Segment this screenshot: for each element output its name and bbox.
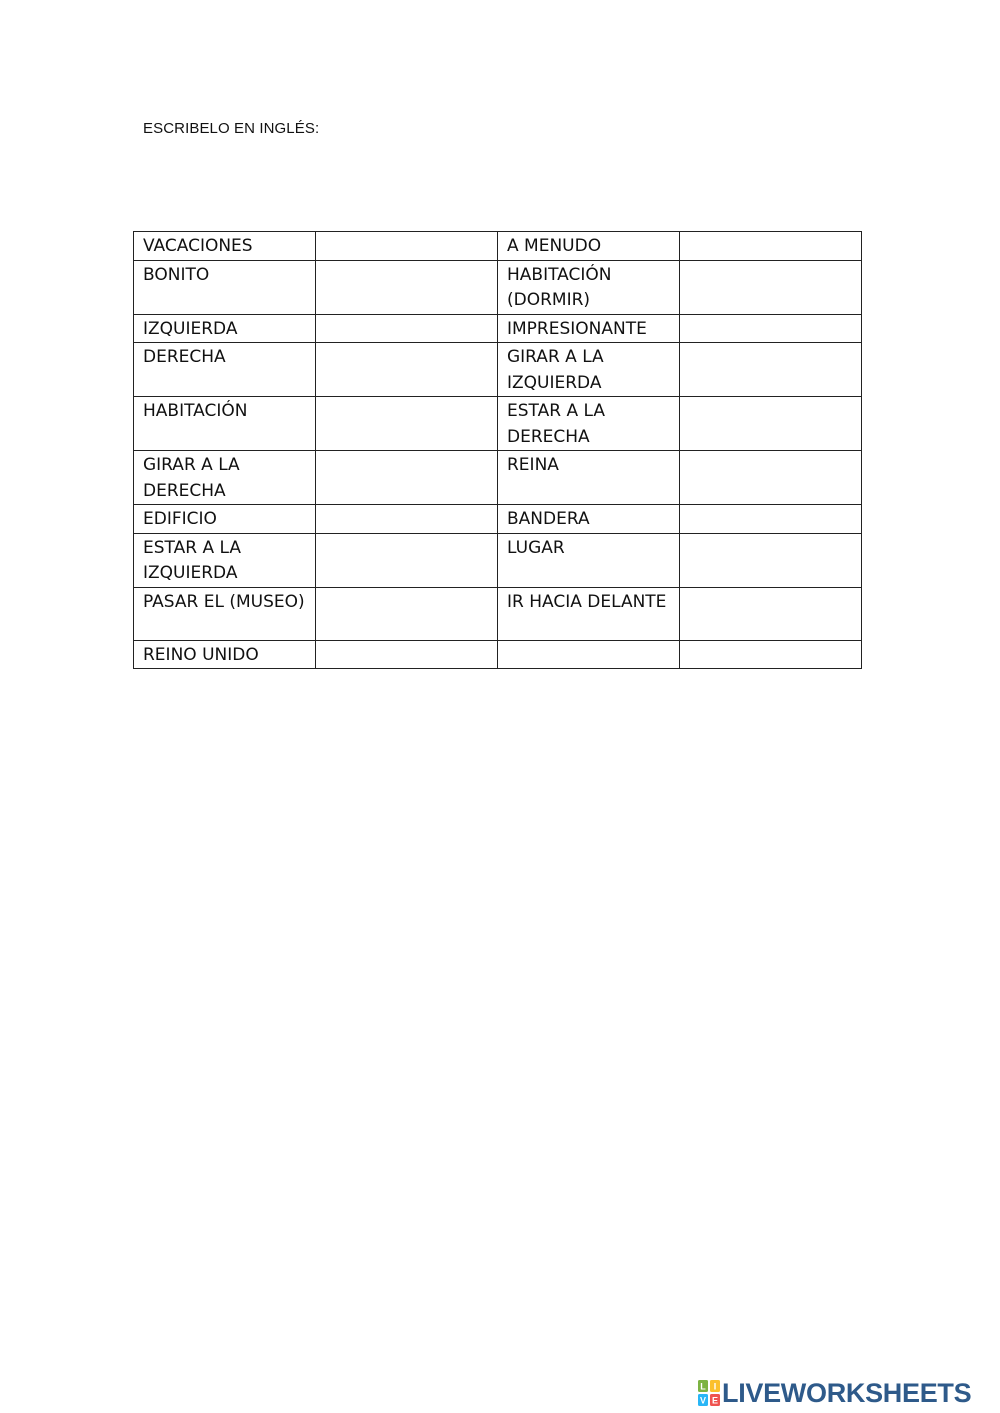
spanish-word-left: GIRAR A LA DERECHA bbox=[134, 451, 316, 505]
spanish-word-right bbox=[498, 640, 680, 669]
answer-field-left[interactable] bbox=[316, 232, 498, 261]
table-row bbox=[134, 533, 862, 587]
answer-field-right[interactable] bbox=[680, 533, 862, 587]
table-row bbox=[134, 505, 862, 534]
spanish-word-right: ESTAR A LA DERECHA bbox=[498, 397, 680, 451]
liveworksheets-logo-icon bbox=[698, 1380, 720, 1406]
answer-field-left[interactable] bbox=[316, 587, 498, 640]
answer-field-left[interactable] bbox=[316, 260, 498, 314]
svg-text:I: I bbox=[713, 1381, 717, 1392]
table-row bbox=[134, 343, 862, 397]
spanish-word-left: REINO UNIDO bbox=[134, 640, 316, 669]
svg-text:V: V bbox=[699, 1395, 707, 1406]
spanish-word-left: ESTAR A LA IZQUIERDA bbox=[134, 533, 316, 587]
spanish-word-left: BONITO bbox=[134, 260, 316, 314]
spanish-word-right: A MENUDO bbox=[498, 232, 680, 261]
answer-field-left[interactable] bbox=[316, 533, 498, 587]
spanish-word-left: DERECHA bbox=[134, 343, 316, 397]
answer-field-right[interactable] bbox=[680, 314, 862, 343]
table-row bbox=[134, 314, 862, 343]
svg-text:E: E bbox=[711, 1395, 719, 1406]
liveworksheets-brand[interactable] bbox=[698, 1378, 971, 1408]
answer-field-right[interactable] bbox=[680, 587, 862, 640]
spanish-word-right: IMPRESIONANTE bbox=[498, 314, 680, 343]
answer-field-right[interactable] bbox=[680, 397, 862, 451]
answer-field-right[interactable] bbox=[680, 505, 862, 534]
table-row bbox=[134, 397, 862, 451]
spanish-word-right: LUGAR bbox=[498, 533, 680, 587]
spanish-word-left: PASAR EL (MUSEO) bbox=[134, 587, 316, 640]
answer-field-right[interactable] bbox=[680, 232, 862, 261]
answer-field-right[interactable] bbox=[680, 260, 862, 314]
spanish-word-left: VACACIONES bbox=[134, 232, 316, 261]
table-row bbox=[134, 232, 862, 261]
answer-field-left[interactable] bbox=[316, 314, 498, 343]
spanish-word-right: BANDERA bbox=[498, 505, 680, 534]
vocabulary-table bbox=[133, 231, 862, 669]
spanish-word-left: HABITACIÓN bbox=[134, 397, 316, 451]
table-row bbox=[134, 640, 862, 669]
answer-field-right[interactable] bbox=[680, 640, 862, 669]
answer-field-left[interactable] bbox=[316, 343, 498, 397]
instruction-heading: ESCRIBELO EN INGLÉS: bbox=[143, 120, 320, 137]
table-row bbox=[134, 451, 862, 505]
answer-field-left[interactable] bbox=[316, 397, 498, 451]
spanish-word-right: GIRAR A LA IZQUIERDA bbox=[498, 343, 680, 397]
answer-field-left[interactable] bbox=[316, 640, 498, 669]
spanish-word-left: EDIFICIO bbox=[134, 505, 316, 534]
answer-field-right[interactable] bbox=[680, 451, 862, 505]
table-row bbox=[134, 587, 862, 640]
answer-field-left[interactable] bbox=[316, 451, 498, 505]
answer-field-left[interactable] bbox=[316, 505, 498, 534]
spanish-word-right: IR HACIA DELANTE bbox=[498, 587, 680, 640]
brand-name: LIVEWORKSHEETS bbox=[722, 1378, 972, 1408]
spanish-word-right: REINA bbox=[498, 451, 680, 505]
svg-text:L: L bbox=[700, 1381, 706, 1392]
answer-field-right[interactable] bbox=[680, 343, 862, 397]
table-row bbox=[134, 260, 862, 314]
spanish-word-right: HABITACIÓN (DORMIR) bbox=[498, 260, 680, 314]
spanish-word-left: IZQUIERDA bbox=[134, 314, 316, 343]
